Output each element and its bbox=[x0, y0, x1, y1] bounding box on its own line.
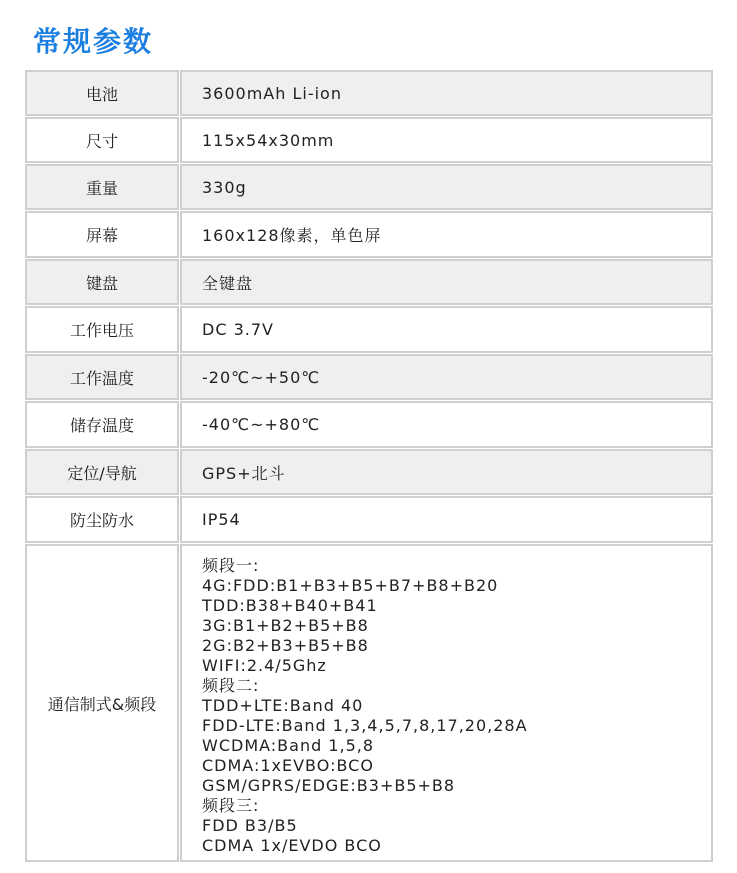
band-list bbox=[202, 556, 528, 856]
spec-value: 330g bbox=[180, 164, 713, 210]
spec-row-operating-temp bbox=[25, 354, 715, 400]
spec-row-positioning bbox=[25, 449, 715, 495]
band-line: 3G:B1+B2+B5+B8 bbox=[202, 616, 369, 635]
spec-label: 屏幕 bbox=[25, 211, 179, 258]
band-line: 频段二: bbox=[202, 676, 260, 695]
spec-label: 重量 bbox=[25, 164, 179, 210]
band-line: WIFI:2.4/5Ghz bbox=[202, 656, 327, 675]
spec-row-screen bbox=[25, 211, 715, 258]
spec-row-weight bbox=[25, 164, 715, 210]
band-line: 2G:B2+B3+B5+B8 bbox=[202, 636, 369, 655]
spec-value: 全键盘 bbox=[180, 259, 713, 305]
spec-label: 键盘 bbox=[25, 259, 179, 305]
band-line: FDD-LTE:Band 1,3,4,5,7,8,17,20,28A bbox=[202, 716, 528, 735]
spec-label: 尺寸 bbox=[25, 117, 179, 163]
spec-row-communication bbox=[25, 544, 715, 862]
band-line: FDD B3/B5 bbox=[202, 816, 298, 835]
spec-row-voltage bbox=[25, 306, 715, 353]
spec-value bbox=[180, 544, 713, 862]
spec-label: 定位/导航 bbox=[25, 449, 179, 495]
spec-label: 工作温度 bbox=[25, 354, 179, 400]
band-line: WCDMA:Band 1,5,8 bbox=[202, 736, 375, 755]
spec-row-storage-temp bbox=[25, 401, 715, 448]
spec-row-size bbox=[25, 117, 715, 163]
spec-value: DC 3.7V bbox=[180, 306, 713, 353]
band-line: CDMA 1x/EVDO BCO bbox=[202, 836, 382, 855]
spec-label: 储存温度 bbox=[25, 401, 179, 448]
band-line: 频段三: bbox=[202, 796, 260, 815]
page-title: 常规参数 bbox=[33, 25, 154, 58]
spec-row-ip-rating bbox=[25, 496, 715, 543]
spec-label: 电池 bbox=[25, 70, 179, 116]
spec-value: 160x128像素，单色屏 bbox=[180, 211, 713, 258]
band-line: GSM/GPRS/EDGE:B3+B5+B8 bbox=[202, 776, 456, 795]
spec-value: IP54 bbox=[180, 496, 713, 543]
spec-label: 防尘防水 bbox=[25, 496, 179, 543]
band-line: 频段一: bbox=[202, 556, 260, 575]
band-line: CDMA:1xEVBO:BCO bbox=[202, 756, 374, 775]
spec-label: 通信制式&频段 bbox=[25, 544, 179, 862]
band-line: TDD+LTE:Band 40 bbox=[202, 696, 364, 715]
band-line: TDD:B38+B40+B41 bbox=[202, 596, 378, 615]
spec-value: 3600mAh Li-ion bbox=[180, 70, 713, 116]
spec-value: -20℃~+50℃ bbox=[180, 354, 713, 400]
spec-value: 115x54x30mm bbox=[180, 117, 713, 163]
spec-label: 工作电压 bbox=[25, 306, 179, 353]
spec-row-keyboard bbox=[25, 259, 715, 305]
band-line: 4G:FDD:B1+B3+B5+B7+B8+B20 bbox=[202, 576, 499, 595]
spec-row-battery bbox=[25, 70, 715, 116]
spec-value: -40℃~+80℃ bbox=[180, 401, 713, 448]
spec-value: GPS+北斗 bbox=[180, 449, 713, 495]
